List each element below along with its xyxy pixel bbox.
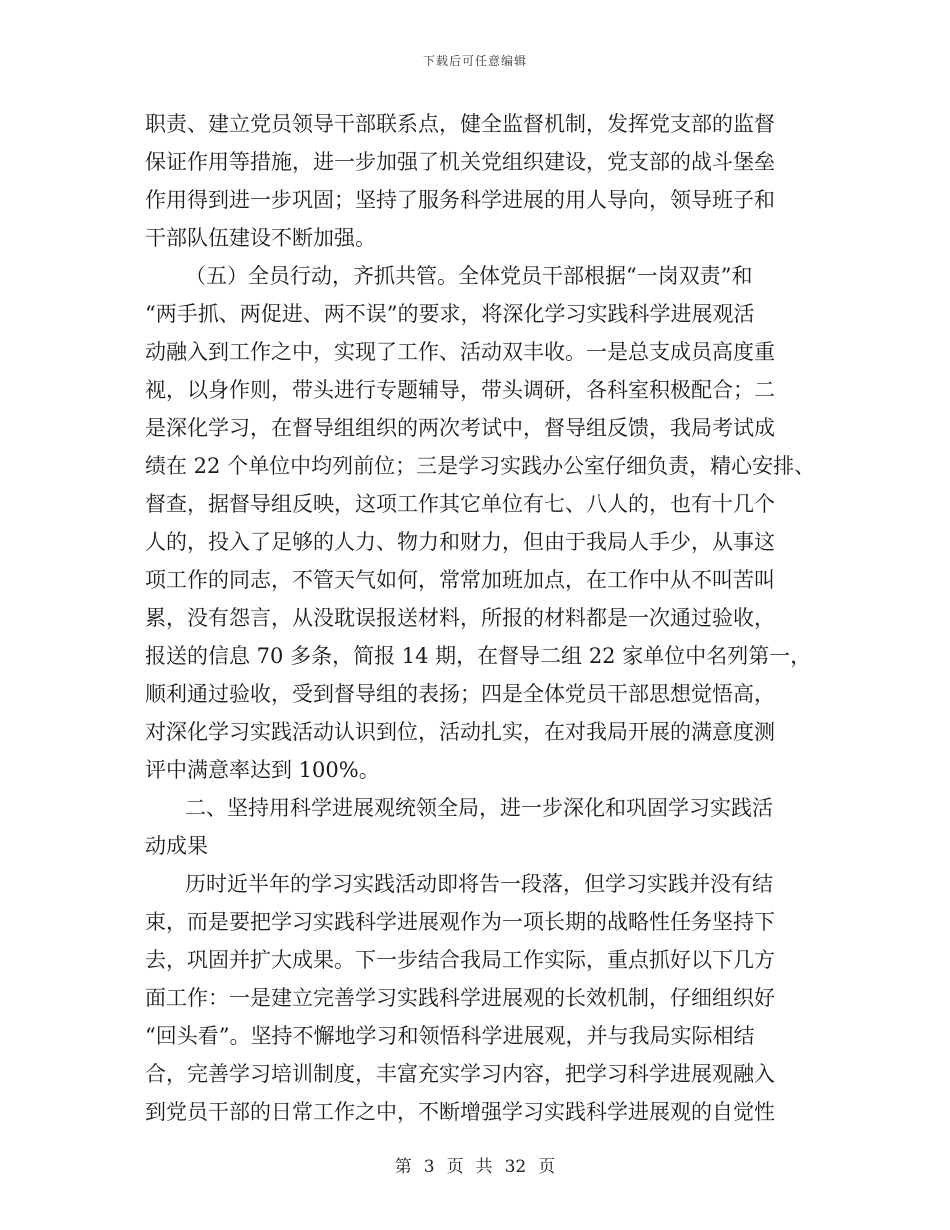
body-line: 对深化学习实践活动认识到位，活动扎实，在对我局开展的满意度测 — [145, 720, 775, 744]
footer-page-label: 第 — [394, 1157, 412, 1177]
body-line: 督查，据督导组反映，这项工作其它单位有七、八人的，也有十几个 — [145, 492, 775, 516]
body-line: 职责、建立党员领导干部联系点，健全监督机制，发挥党支部的监督 — [145, 112, 775, 136]
page-header: 下载后可任意编辑 — [422, 54, 527, 68]
body-line: “回头看”。坚持不懈地学习和领悟科学进展观，并与我局实际相结 — [145, 1024, 755, 1048]
body-line: 动融入到工作之中，实现了工作、活动双丰收。一是总支成员高度重 — [145, 340, 775, 364]
body-line: 束，而是要把学习实践科学进展观作为一项长期的战略性任务坚持下 — [145, 910, 775, 934]
body-line: 评中满意率达到 100%。 — [145, 758, 380, 782]
footer-total-number: 32 — [504, 1157, 527, 1177]
body-line: 干部队伍建设不断加强。 — [145, 226, 376, 250]
body-line: 累，没有怨言，从没耽误报送材料，所报的材料都是一次通过验收， — [145, 606, 775, 630]
body-line: 保证作用等措施，进一步加强了机关党组织建设，党支部的战斗堡垒 — [145, 150, 775, 174]
body-line: 作用得到进一步巩固；坚持了服务科学进展的用人导向，领导班子和 — [145, 188, 775, 212]
page-footer — [0, 1152, 950, 1177]
section-heading: 动成果 — [145, 834, 208, 858]
body-line: 视，以身作则，带头进行专题辅导，带头调研，各科室积极配合；二 — [145, 378, 775, 402]
body-line: 顺利通过验收，受到督导组的表扬；四是全体党员干部思想觉悟高， — [145, 682, 775, 706]
body-line: 是深化学习，在督导组组织的两次考试中，督导组反馈，我局考试成 — [145, 416, 775, 440]
body-line: 面工作：一是建立完善学习实践科学进展观的长效机制，仔细组织好 — [145, 986, 775, 1010]
body-line: 报送的信息 70 多条，简报 14 期，在督导二组 22 家单位中名列第一， — [145, 644, 812, 668]
body-line: 去，巩固并扩大成果。下一步结合我局工作实际，重点抓好以下几方 — [145, 948, 775, 972]
footer-total-unit: 页 — [538, 1157, 556, 1177]
body-line: 到党员干部的日常工作之中，不断增强学习实践科学进展观的自觉性 — [145, 1100, 775, 1124]
body-line: 历时近半年的学习实践活动即将告一段落，但学习实践并没有结 — [185, 872, 773, 896]
body-line: 人的，投入了足够的人力、物力和财力，但由于我局人手少，从事这 — [145, 530, 775, 554]
footer-total-label: 共 — [475, 1157, 493, 1177]
body-line: 绩在 22 个单位中均列前位；三是学习实践办公室仔细负责，精心安排、 — [145, 454, 816, 478]
body-line: 合，完善学习培训制度，丰富充实学习内容，把学习科学进展观融入 — [145, 1062, 775, 1086]
section-heading: 二、坚持用科学进展观统领全局，进一步深化和巩固学习实践活 — [185, 796, 773, 820]
footer-page-unit: 页 — [446, 1157, 464, 1177]
body-line: 项工作的同志，不管天气如何，常常加班加点，在工作中从不叫苦叫 — [145, 568, 775, 592]
body-line: “两手抓、两促进、两不误”的要求，将深化学习实践科学进展观活 — [145, 302, 755, 326]
body-line: （五）全员行动，齐抓共管。全体党员干部根据“一岗双责”和 — [185, 264, 753, 288]
footer-page-number: 3 — [423, 1157, 435, 1177]
